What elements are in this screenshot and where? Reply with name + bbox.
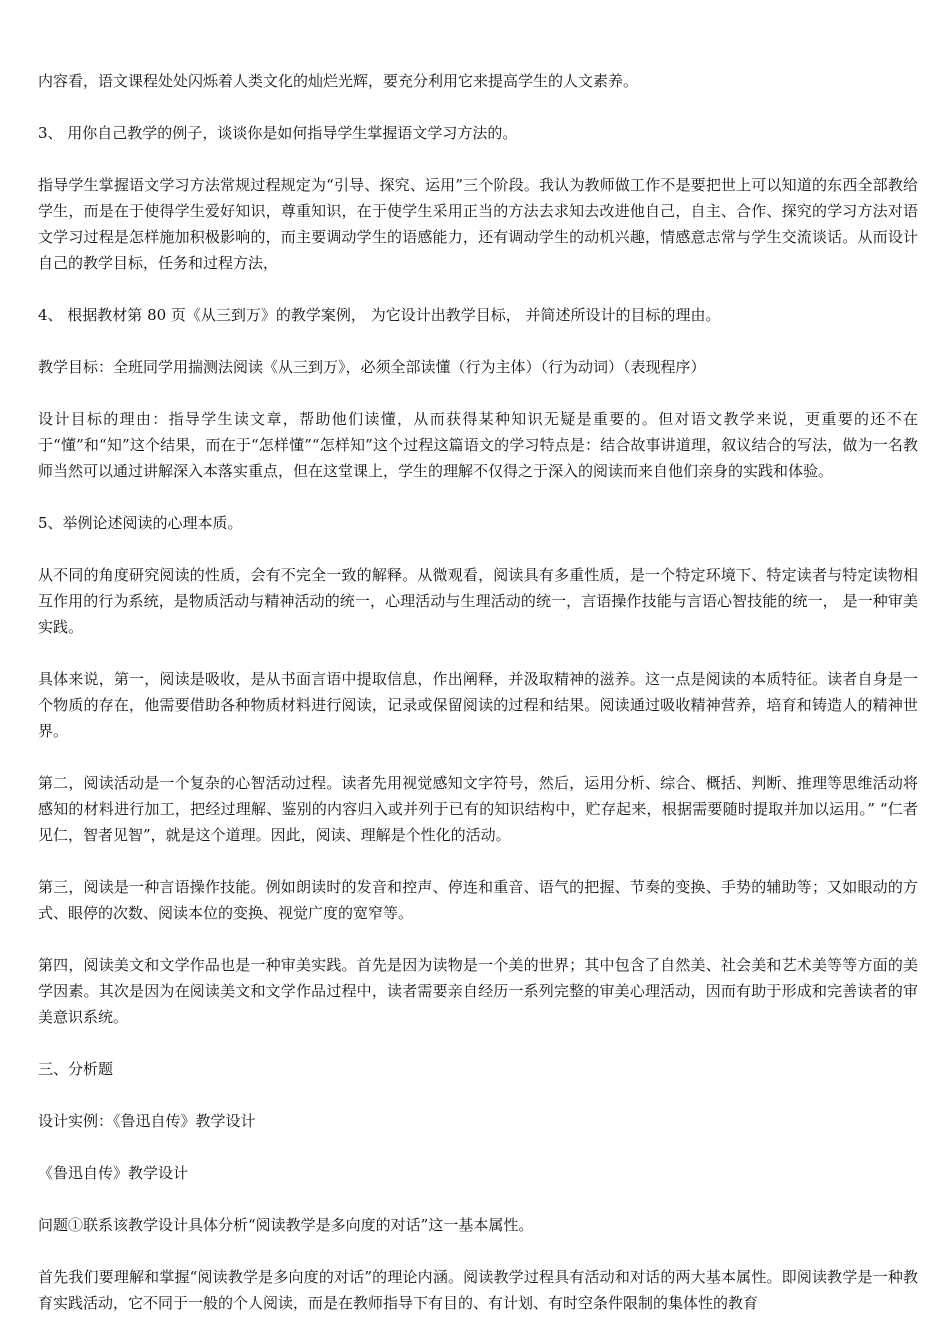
paragraph-intro-continuation: 内容看，语文课程处处闪烁着人类文化的灿烂光辉，要充分利用它来提高学生的人文素养。 (38, 72, 639, 90)
answer-5-point-2: 第二，阅读活动是一个复杂的心智活动过程。读者先用视觉感知文字符号，然后，运用分析、综合、概括、判断、推理等思维活动将感知的材料进行加工，把经过理解、鉴别的内容归入或并列于已有的知识结构中，贮存起来，根据需要随时提取并加以运用。” “仁者见仁，智者见智”，就是这个道理。因此，阅读、理解是个性化的活动。 (38, 774, 918, 844)
question-3: 3、 用你自己教学的例子，谈谈你是如何指导学生掌握语文学习方法的。 (38, 124, 518, 142)
design-example-title: 设计实例：《鲁迅自传》教学设计 (38, 1112, 256, 1130)
analysis-answer-1: 首先我们要理解和掌握“阅读教学是多向度的对话”的理论内涵。阅读教学过程具有活动和对话的两大基本属性。即阅读教学是一种教育实践活动，它不同于一般的个人阅读，而是在教师指导下有目的、有计划、有时空条件限制的集体性的教育 (38, 1268, 918, 1312)
answer-5-point-4: 第四，阅读美文和文学作品也是一种审美实践。首先是因为读物是一个美的世界；其中包含了自然美、社会美和艺术美等等方面的美学因素。其次是因为在阅读美文和文学作品过程中，读者需要亲自经历一系列完整的审美心理活动，因而有助于形成和完善读者的审美意识系统。 (38, 956, 918, 1026)
answer-3: 指导学生掌握语文学习方法常规过程规定为“引导、探究、运用”三个阶段。我认为教师做工作不是要把世上可以知道的东西全部教给学生，而是在于使得学生爱好知识，尊重知识，在于使学生采用正当的方法去求知去改进他自己，自主、合作、探究的学习方法对语文学习过程是怎样施加积极影响的，而主要调动学生的语感能力，还有调动学生的动机兴趣，情感意志常与学生交流谈话。从而设计自己的教学目标，任务和过程方法， (38, 176, 918, 272)
answer-5-point-1: 具体来说，第一，阅读是吸收，是从书面言语中提取信息，作出阐释，并汲取精神的滋养。这一点是阅读的本质特征。读者自身是一个物质的存在，他需要借助各种物质材料进行阅读，记录或保留阅读的过程和结果。阅读通过吸收精神营养，培育和铸造人的精神世界。 (38, 670, 918, 740)
answer-5-overview: 从不同的角度研究阅读的性质，会有不完全一致的解释。从微观看，阅读具有多重性质，是一个特定环境下、特定读者与特定读物相互作用的行为系统，是物质活动与精神活动的统一，心理活动与生理活动的统一，言语操作技能与言语心智技能的统一， 是一种审美实践。 (38, 566, 918, 636)
question-4: 4、 根据教材第 80 页《从三到万》的教学案例， 为它设计出教学目标， 并简述所设计的目标的理由。 (38, 306, 721, 324)
answer-5-point-3: 第三，阅读是一种言语操作技能。例如朗读时的发音和控声、停连和重音、语气的把握、节奏的变换、手势的辅助等；又如眼动的方式、眼停的次数、阅读本位的变换、视觉广度的宽窄等。 (38, 878, 918, 922)
design-subtitle: 《鲁迅自传》教学设计 (38, 1164, 189, 1182)
question-5: 5、举例论述阅读的心理本质。 (38, 514, 243, 532)
answer-4-rationale: 设计目标的理由：指导学生读文章，帮助他们读懂，从而获得某种知识无疑是重要的。但对语文教学来说，更重要的还不在于“懂”和“知”这个结果，而在于“怎样懂”“怎样知”这个过程这篇语文的学习特点是：结合故事讲道理，叙议结合的写法，做为一名教师当然可以通过讲解深入本落实重点，但在这堂课上，学生的理解不仅得之于深入的阅读而来自他们亲身的实践和体验。 (38, 410, 918, 480)
section-heading-analysis: 三、分析题 (38, 1060, 114, 1078)
analysis-question-1: 问题①联系该教学设计具体分析“阅读教学是多向度的对话”这一基本属性。 (38, 1216, 534, 1234)
answer-4-teaching-goal: 教学目标：全班同学用揣测法阅读《从三到万》，必须全部读懂（行为主体）（行为动词）（表现程序） (38, 358, 706, 376)
